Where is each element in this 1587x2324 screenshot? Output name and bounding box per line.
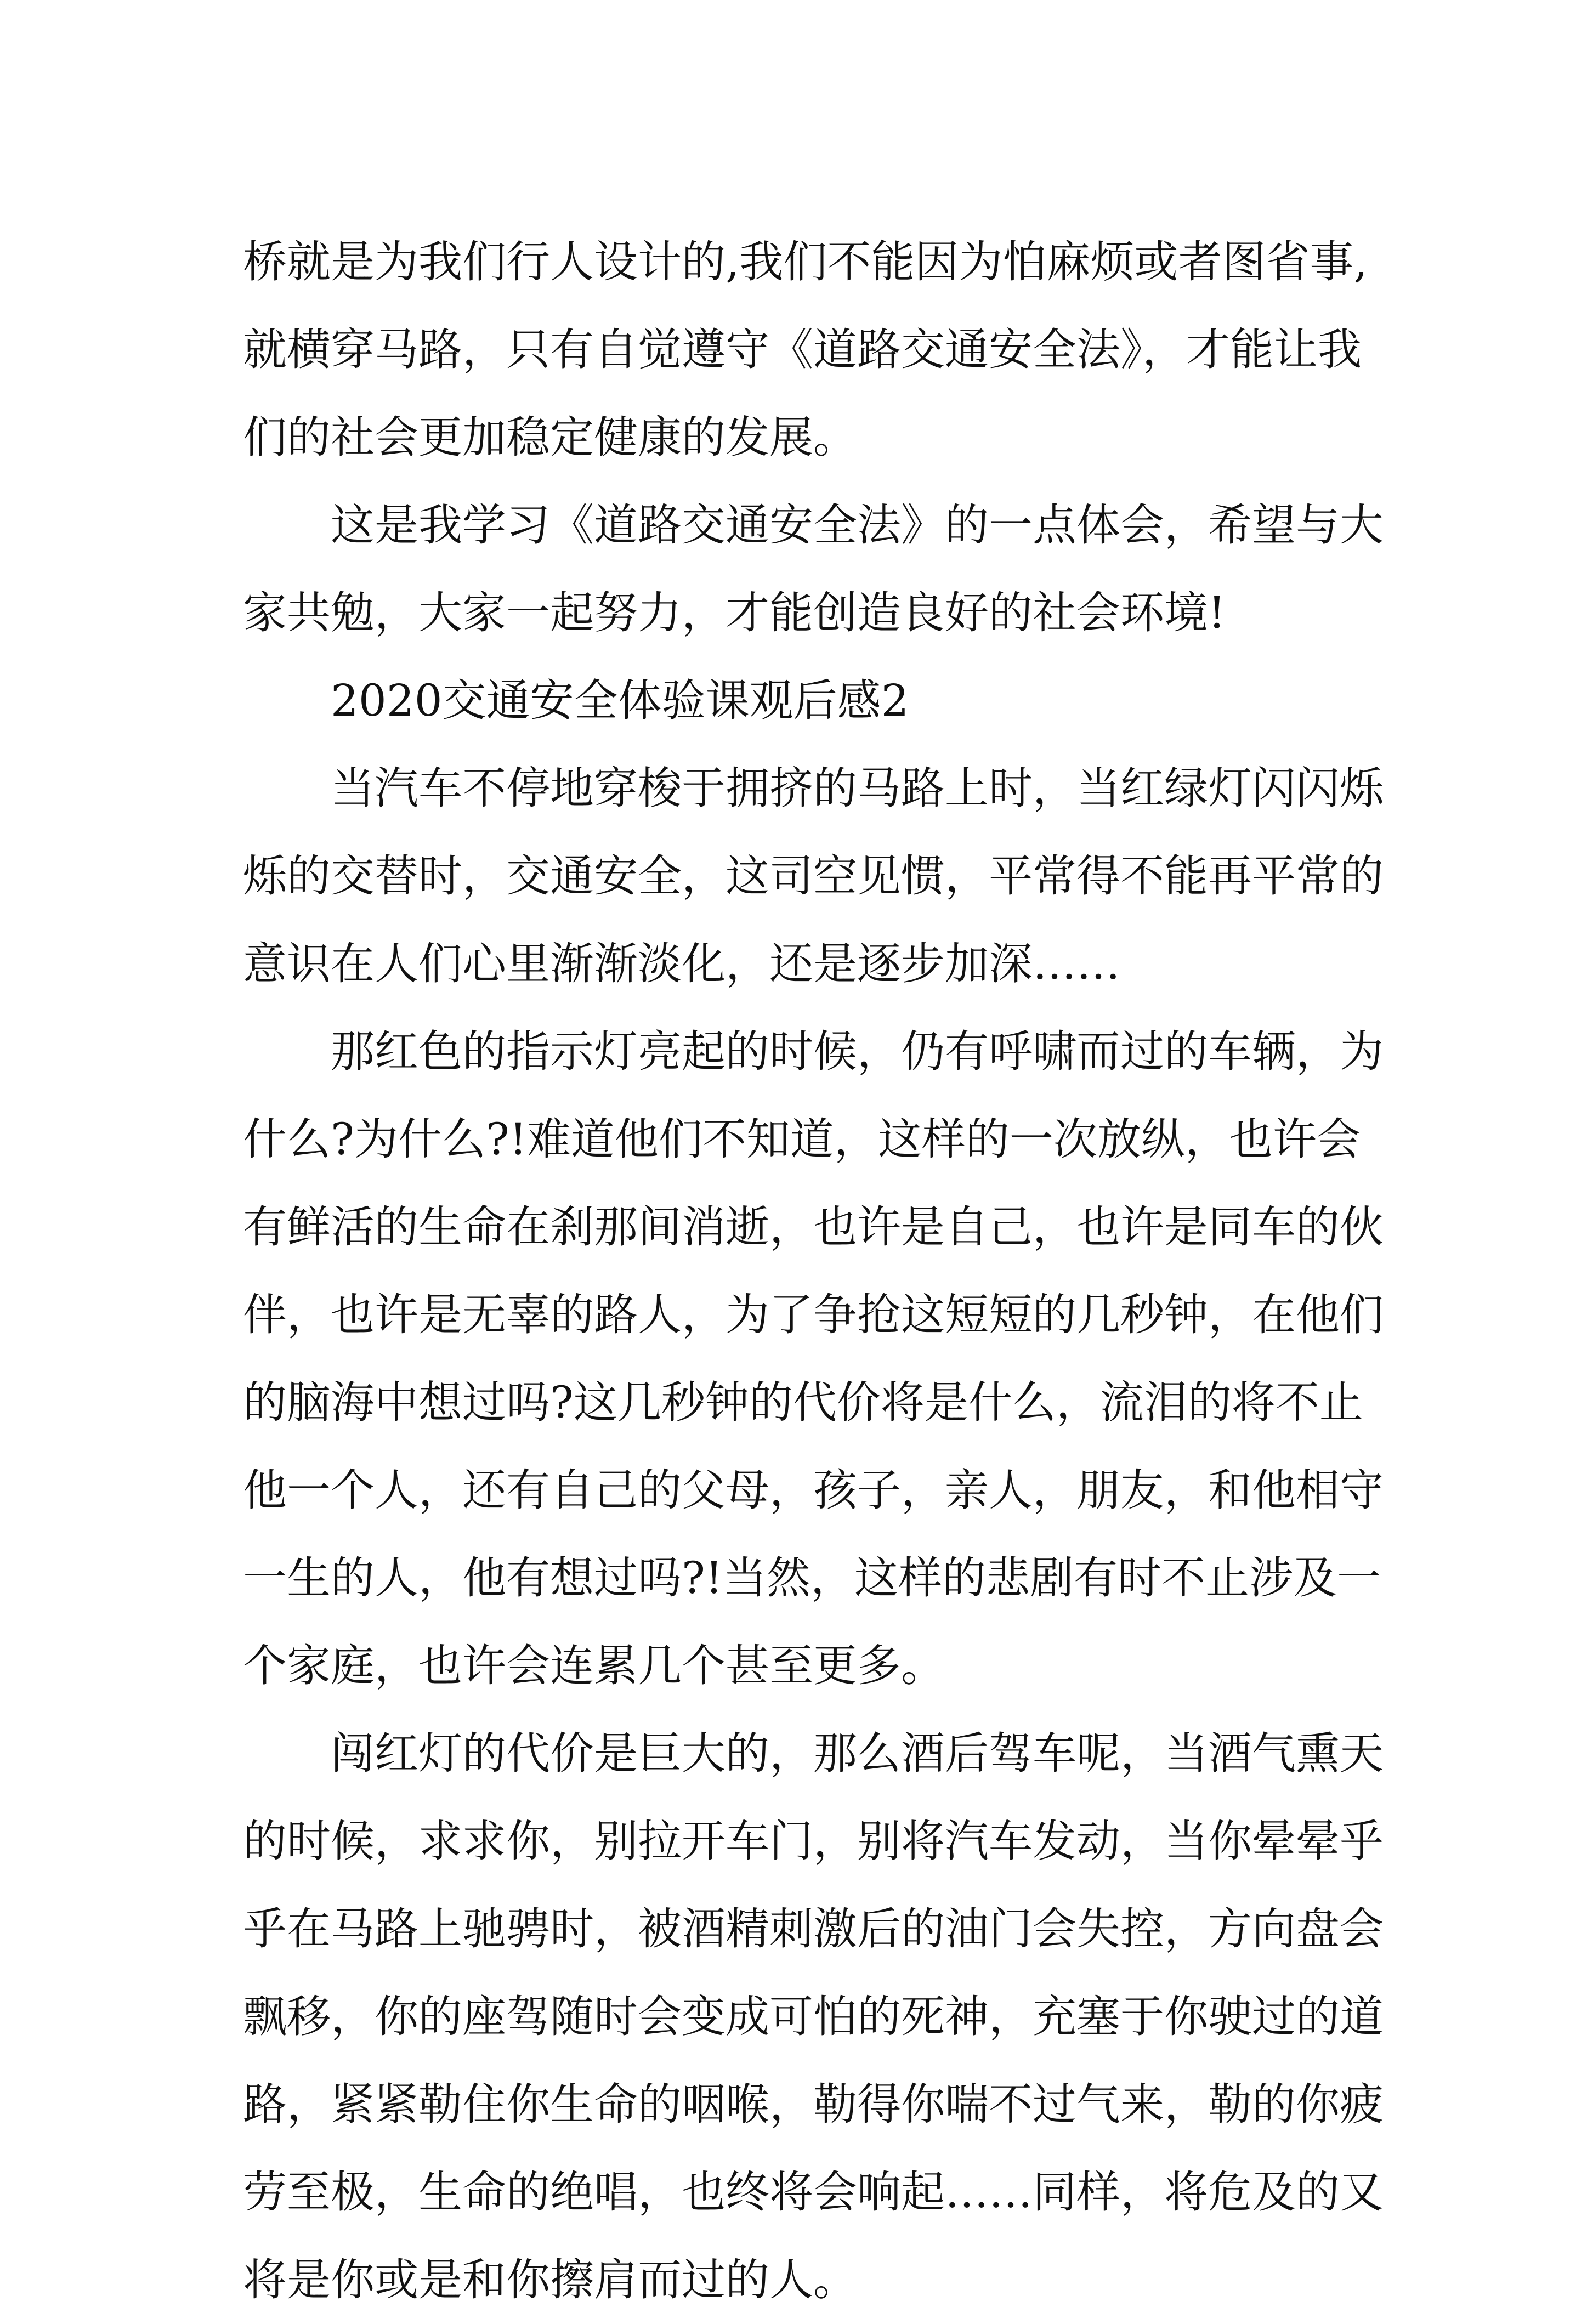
text-line: 意识在人们心里渐渐淡化，还是逐步加深…… [243,938,1120,989]
text-line: 就横穿马路，只有自觉遵守《道路交通安全法》，才能让我 [243,324,1362,375]
text-line: 他一个人，还有自己的父母，孩子，亲人，朋友，和他相守 [243,1465,1384,1516]
paragraph-first-line: 那红色的指示灯亮起的时候，仍有呼啸而过的车辆，为 [331,1026,1384,1077]
text-line: 个家庭，也许会连累几个甚至更多。 [243,1640,945,1691]
paragraph-first-line: 当汽车不停地穿梭于拥挤的马路上时，当红绿灯闪闪烁 [331,763,1384,814]
document-body [243,218,1395,2324]
text-line: 将是你或是和你擦肩而过的人。 [243,2254,857,2305]
section-heading: 2020交通安全体验课观后感2 [331,675,909,726]
text-line: 一生的人，他有想过吗?!当然，这样的悲剧有时不止涉及一 [243,1552,1381,1603]
text-line: 伴，也许是无辜的路人，为了争抢这短短的几秒钟，在他们 [243,1289,1384,1340]
text-line: 飘移，你的座驾随时会变成可怕的死神，充塞于你驶过的道 [243,1991,1384,2042]
text-line: 乎在马路上驰骋时，被酒精刺激后的油门会失控，方向盘会 [243,1903,1384,1954]
text-line: 家共勉，大家一起努力，才能创造良好的社会环境! [243,587,1226,638]
text-line: 的脑海中想过吗?这几秒钟的代价将是什么，流泪的将不止 [243,1377,1363,1428]
paragraph-first-line: 闯红灯的代价是巨大的，那么酒后驾车呢，当酒气熏天 [331,1728,1384,1779]
text-line: 桥就是为我们行人设计的,我们不能因为怕麻烦或者图省事, [243,236,1368,287]
paragraph-first-line: 这是我学习《道路交通安全法》的一点体会，希望与大 [331,500,1384,551]
text-line: 路，紧紧勒住你生命的咽喉，勒得你喘不过气来，勒的你疲 [243,2079,1384,2130]
text-line: 烁的交替时，交通安全，这司空见惯，平常得不能再平常的 [243,851,1384,902]
text-line: 的时候，求求你，别拉开车门，别将汽车发动，当你晕晕乎 [243,1816,1384,1867]
text-line: 有鲜活的生命在刹那间消逝，也许是自己，也许是同车的伙 [243,1201,1384,1252]
text-line: 们的社会更加稳定健康的发展。 [243,412,857,463]
text-line: 什么?为什么?!难道他们不知道，这样的一次放纵，也许会 [243,1114,1361,1165]
text-line: 劳至极，生命的绝唱，也终将会响起……同样，将危及的又 [243,2167,1384,2218]
